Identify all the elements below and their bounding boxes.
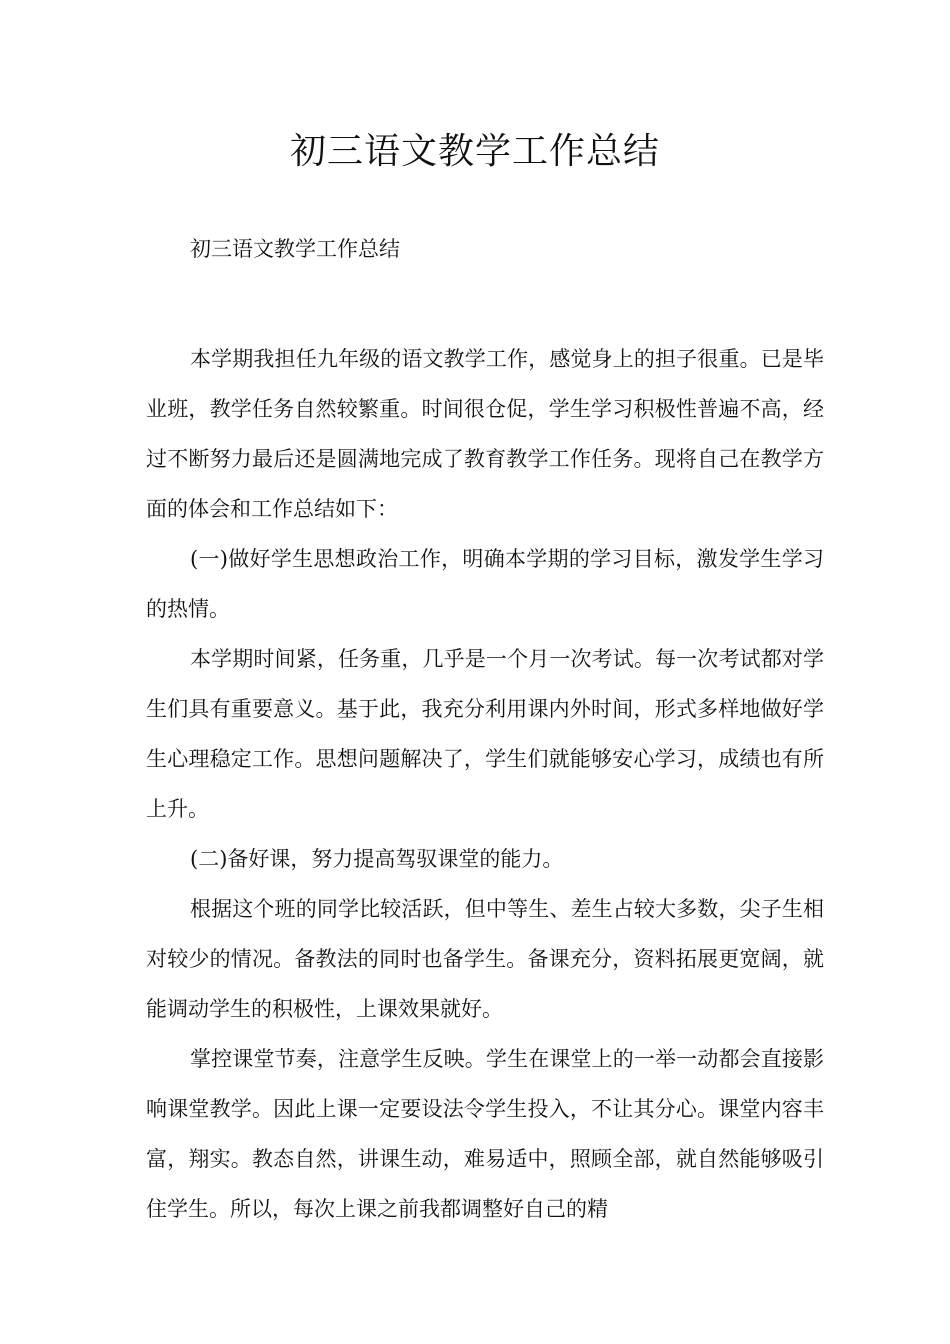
section-heading-2: (二)备好课，努力提高驾驭课堂的能力。 bbox=[190, 847, 564, 871]
paragraph-section-1: 本学期时间紧，任务重，几乎是一个月一次考试。每一次考试都对学生们具有重要意义。基于此，我充分利用课内外时间，形式多样地做好学生心理稳定工作。思想问题解决了，学生们就能够安心学习，成绩也有所上升。 bbox=[146, 647, 824, 821]
document-title: 初三语文教学工作总结 bbox=[289, 131, 660, 172]
paragraph-section-2a: 根据这个班的同学比较活跃，但中等生、差生占较大多数，尖子生相对较少的情况。备教法的同时也备学生。备课充分，资料拓展更宽阔，就能调动学生的积极性，上课效果就好。 bbox=[146, 897, 824, 1021]
section-heading-1: (一)做好学生思想政治工作，明确本学期的学习目标，激发学生学习的热情。 bbox=[146, 547, 824, 621]
paragraph-intro: 本学期我担任九年级的语文教学工作，感觉身上的担子很重。已是毕业班，教学任务自然较繁重。时间很仓促，学生学习积极性普遍不高，经过不断努力最后还是圆满地完成了教育教学工作任务。现将自己在教学方面的体会和工作总结如下： bbox=[146, 347, 824, 521]
paragraph-section-2b: 掌控课堂节奏，注意学生反映。学生在课堂上的一举一动都会直接影响课堂教学。因此上课一定要设法令学生投入，不让其分心。课堂内容丰富，翔实。教态自然，讲课生动，难易适中，照顾全部，就自然能够吸引住学生。所以，每次上课之前我都调整好自己的精 bbox=[146, 1047, 824, 1221]
document-body bbox=[146, 334, 824, 1234]
document-subtitle: 初三语文教学工作总结 bbox=[190, 237, 400, 261]
